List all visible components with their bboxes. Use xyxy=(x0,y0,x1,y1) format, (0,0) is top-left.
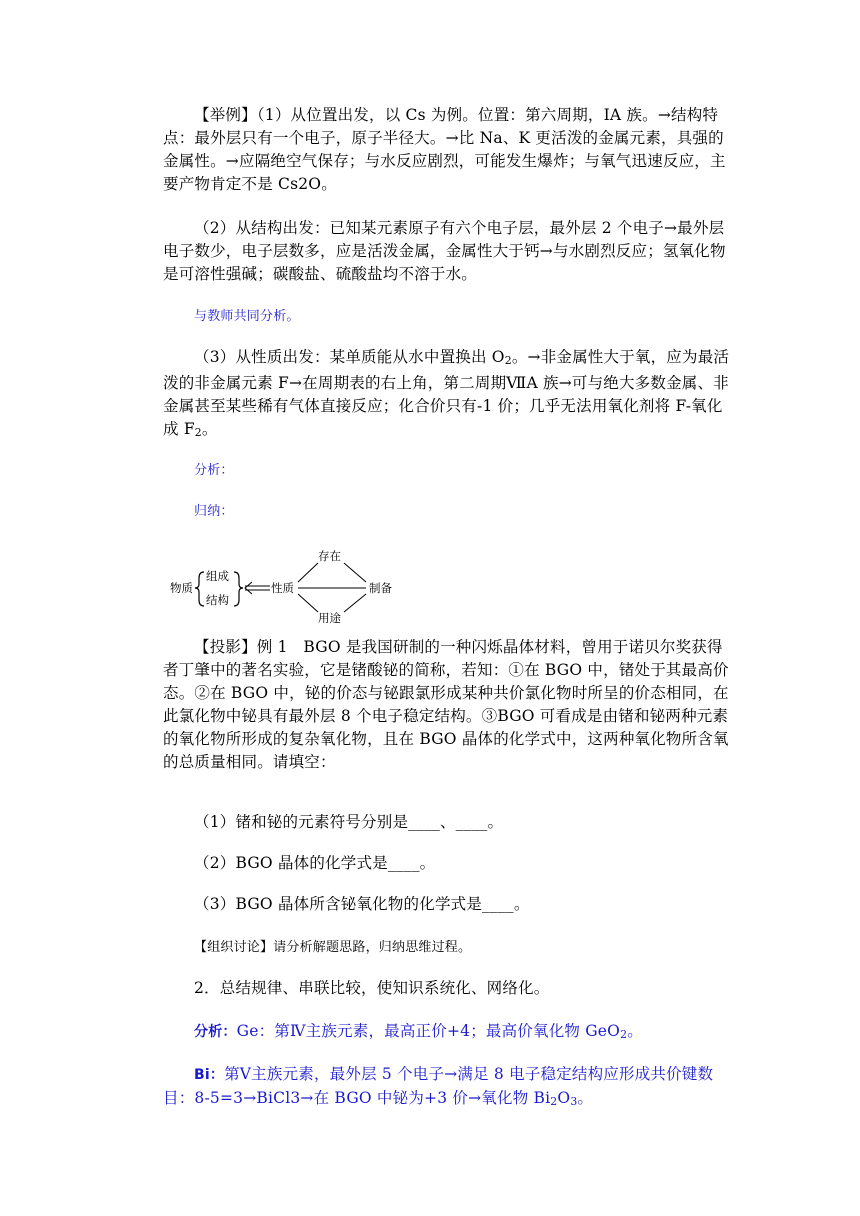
diagram-preparation: 制备 xyxy=(369,581,392,595)
analysis-ge-label: 分析： xyxy=(194,1024,237,1040)
analysis-bi-label: Bi： xyxy=(194,1067,225,1083)
diagram-existence: 存在 xyxy=(318,549,341,563)
question-3: （3）BGO 晶体所含铋氧化物的化学式是____。 xyxy=(194,895,530,913)
example-paragraph-2: （2）从结构出发：已知某元素原子有六个电子层，最外层 2 个电子→最外层电子数少，电子层数多，应是活泼金属，金属性大于钙→与水剧烈反应；氢氧化物是可溶性强碱；碳酸盐、硫酸盐均不溶于水。 xyxy=(163,219,726,283)
brace-icon xyxy=(195,572,204,606)
example-paragraph-3 xyxy=(163,346,733,444)
projection-text: BGO 是我国研制的一种闪烁晶体材料，曾用于诺贝尔奖获得者丁肇中的著名实验，它是锗酸铋的简称，若知：①在 BGO 中，锗处于其最高价态。②在 BGO 中，铋的价态与铋跟氯形成某种共价氯化物时所呈的价态相同，在此氯化物中铋具有最外层 8 个电子稳定结构。③BGO 可看成是由锗和铋两种元素的氧化物所形成的复杂氧化物，且在 BGO 晶体的化学式中，这两种氧化物所含氧的总质量相同。请填空： xyxy=(163,638,729,771)
analysis-bi-sub-1: 2 xyxy=(550,1095,558,1108)
line-usage-preparation xyxy=(344,594,366,612)
p3-sub-1: 2 xyxy=(504,354,512,367)
diagram-property: 性质 xyxy=(271,581,294,595)
analysis-label: 分析： xyxy=(194,463,234,478)
p3-text-a: （3）从性质出发：某单质能从水中置换出 O xyxy=(194,348,505,366)
analysis-ge-sub: 2 xyxy=(620,1028,628,1041)
line-to-existence xyxy=(298,563,318,582)
projection-tag: 【投影】例 1 xyxy=(194,638,288,656)
question-2: （2）BGO 晶体的化学式是____。 xyxy=(194,854,436,872)
example-text-1: （1）从位置出发，以 Cs 为例。位置：第六周期，IA 族。→结构特点：最外层只有一个电子，原子半径大。→比 Na、K 更活泼的金属元素，具强的金属性。→应隔绝空气保存；与水反应剧烈，可能发生爆炸；与氧气迅速反应，主要产物肯定不是 Cs2O。 xyxy=(163,106,726,193)
teacher-note: 与教师共同分析。 xyxy=(194,309,300,324)
analysis-ge-text: Ge：第Ⅳ主族元素，最高正价+4；最高价氧化物 GeO xyxy=(236,1022,621,1040)
summary-label: 归纳： xyxy=(194,504,234,519)
question-1: （1）锗和铋的元素符号分别是____、____。 xyxy=(194,813,504,831)
brace-right-icon xyxy=(234,572,243,606)
analysis-ge xyxy=(163,1020,733,1046)
analysis-bi xyxy=(163,1063,733,1113)
analysis-bi-sub-2: 3 xyxy=(570,1095,578,1108)
discussion-tag: 【组织讨论】 xyxy=(194,940,274,955)
analysis-bi-o: O xyxy=(557,1089,571,1107)
p3-text-c: 。→非金属性大于氧，应为最活泼的非金属元素 F→在周期表的右上角，第二周期ⅦA 族→可与绝大多数金属、非金属甚至某些稀有气体直接反应；化合价只有-1 价；几乎无法用氧化剂将 F-氧化成 F xyxy=(163,348,730,438)
line-to-usage xyxy=(298,594,318,612)
p3-sub-2: 2 xyxy=(194,426,202,439)
p3-text-e: 。 xyxy=(201,420,218,438)
diagram-usage: 用途 xyxy=(318,611,341,624)
point-2: 2．总结规律、串联比较，使知识系统化、网络化。 xyxy=(194,979,550,997)
analysis-ge-end: 。 xyxy=(627,1022,643,1040)
diagram-structure: 结构 xyxy=(206,593,229,607)
diagram-composition: 组成 xyxy=(206,569,229,583)
substance-relation-diagram xyxy=(166,546,406,624)
discussion-paragraph xyxy=(163,936,733,959)
example-paragraph-1 xyxy=(163,104,733,196)
discussion-text: 请分析解题思路，归纳思维过程。 xyxy=(273,940,472,955)
example-tag: 【举例】 xyxy=(194,106,257,124)
diagram-substance: 物质 xyxy=(170,581,193,595)
double-arrow-icon xyxy=(245,582,252,594)
analysis-bi-end: 。 xyxy=(577,1089,594,1107)
analysis-bi-text: 第Ⅴ主族元素，最外层 5 个电子→满足 8 电子稳定结构应形成共价键数目：8-5=3→BiCl3→在 BGO 中铋为+3 价→氧化物 Bi xyxy=(163,1065,714,1107)
projection-paragraph xyxy=(163,636,733,774)
line-existence-preparation xyxy=(344,563,366,582)
